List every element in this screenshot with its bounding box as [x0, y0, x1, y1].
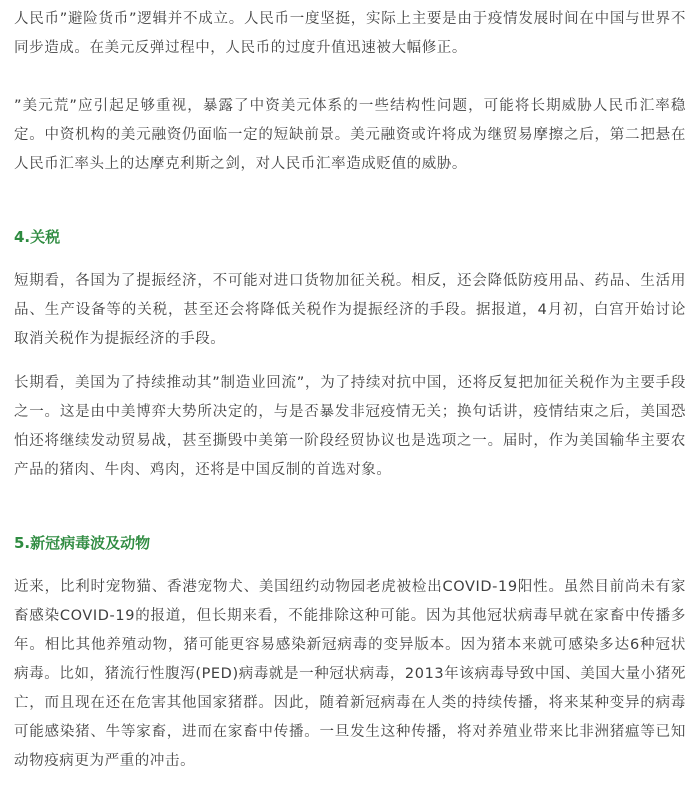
paragraph-tariffs-short-term: 短期看，各国为了提振经济，不可能对进口货物加征关税。相反，还会降低防疫用品、药品、生活用品、生产设备等的关税，甚至还会将降低关税作为提振经济的手段。据报道，4月初，白宫开始讨论取消关税作为提振经济的手段。	[14, 273, 686, 347]
section-heading-covid-animals: 5.新冠病毒波及动物	[14, 534, 151, 552]
article-body	[14, 0, 686, 776]
paragraph-dollar-shortage: ”美元荒”应引起足够重视，暴露了中资美元体系的一些结构性问题，可能将长期威胁人民币汇率稳定。中资机构的美元融资仍面临一定的短缺前景。美元融资或许将成为继贸易摩擦之后，第二把悬在人民币汇率头上的达摩克利斯之剑，对人民币汇率造成贬值的威胁。	[14, 98, 686, 172]
paragraph-tariffs-long-term: 长期看，美国为了持续推动其”制造业回流”，为了持续对抗中国，还将反复把加征关税作为主要手段之一。这是由中美博弈大势所决定的，与是否暴发非冠疫情无关；换句话讲，疫情结束之后，美国恐怕还将继续发动贸易战，甚至撕毁中美第一阶段经贸协议也是选项之一。届时，作为美国输华主要农产品的猪肉、牛肉、鸡肉，还将是中国反制的首选对象。	[14, 375, 686, 478]
paragraph-rmb-safe-haven: 人民币”避险货币”逻辑并不成立。人民币一度坚挺，实际上主要是由于疫情发展时间在中国与世界不同步造成。在美元反弹过程中，人民币的过度升值迅速被大幅修正。	[14, 11, 686, 56]
paragraph-covid-animals: 近来，比利时宠物猫、香港宠物犬、美国纽约动物园老虎被检出COVID-19阳性。虽然目前尚未有家畜感染COVID-19的报道，但长期来看，不能排除这种可能。因为其他冠状病毒早就在家畜中传播多年。相比其他养殖动物，猪可能更容易感染新冠病毒的变异版本。因为猪本来就可感染多达6种冠状病毒。比如，猪流行性腹泻(PED)病毒就是一种冠状病毒，2013年该病毒导致中国、美国大量小猪死亡，而且现在还在危害其他国家猪群。因此，随着新冠病毒在人类的持续传播，将来某种变异的病毒可能感染猪、牛等家畜，进而在家畜中传播。一旦发生这种传播，将对养殖业带来比非洲猪瘟等已知动物疫病更为严重的冲击。	[14, 579, 686, 769]
section-heading-tariffs: 4.关税	[14, 228, 61, 246]
